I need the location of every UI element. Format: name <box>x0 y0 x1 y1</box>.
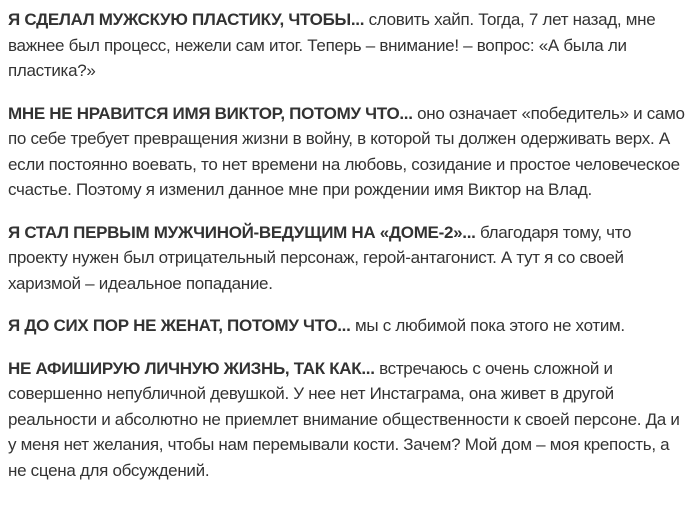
paragraph <box>8 7 690 84</box>
paragraph-lead: МНЕ НЕ НРАВИТСЯ ИМЯ ВИКТОР, ПОТОМУ ЧТО... <box>8 103 413 123</box>
paragraph-body: встречаюсь с очень сложной и совершенно непубличной девушкой. У нее нет Инстаграма, она живет в другой реальности и абсолютно не приемлет внимание общественности к своей персоне. Да и у меня нет желания, чтобы нам перемывали кости. Зачем? Мой дом – моя крепость, а не сцена для обсуждений. <box>8 358 680 480</box>
paragraph <box>8 101 690 203</box>
paragraph <box>8 313 690 339</box>
paragraph-body: благодаря тому, что проекту нужен был отрицательный персонаж, герой-антагонист. А тут я со своей харизмой – идеальное попадание. <box>8 222 632 293</box>
paragraph-lead: Я СТАЛ ПЕРВЫМ МУЖЧИНОЙ-ВЕДУЩИМ НА «ДОМЕ-2»... <box>8 222 476 242</box>
paragraph-body: словить хайп. Тогда, 7 лет назад, мне важнее был процесс, нежели сам итог. Теперь – внимание! – вопрос: «А была ли пластика?» <box>8 10 656 80</box>
paragraph <box>8 356 690 484</box>
paragraph-lead: Я ДО СИХ ПОР НЕ ЖЕНАТ, ПОТОМУ ЧТО... <box>8 316 351 335</box>
paragraph-lead: Я СДЕЛАЛ МУЖСКУЮ ПЛАСТИКУ, ЧТОБЫ... <box>8 10 365 29</box>
paragraph-lead: НЕ АФИШИРУЮ ЛИЧНУЮ ЖИЗНЬ, ТАК КАК... <box>8 358 375 378</box>
paragraph-body: мы с любимой пока этого не хотим. <box>354 316 625 335</box>
paragraph <box>8 220 690 297</box>
paragraph-body: оно означает «победитель» и само по себе требует превращения жизни в войну, в которой ты должен одерживать верх. А если постоянно воевать, то нет времени на любовь, созидание и простое человеческое счастье. Поэтому я изменил данное мне при рождении имя Виктор на Влад. <box>8 103 685 199</box>
